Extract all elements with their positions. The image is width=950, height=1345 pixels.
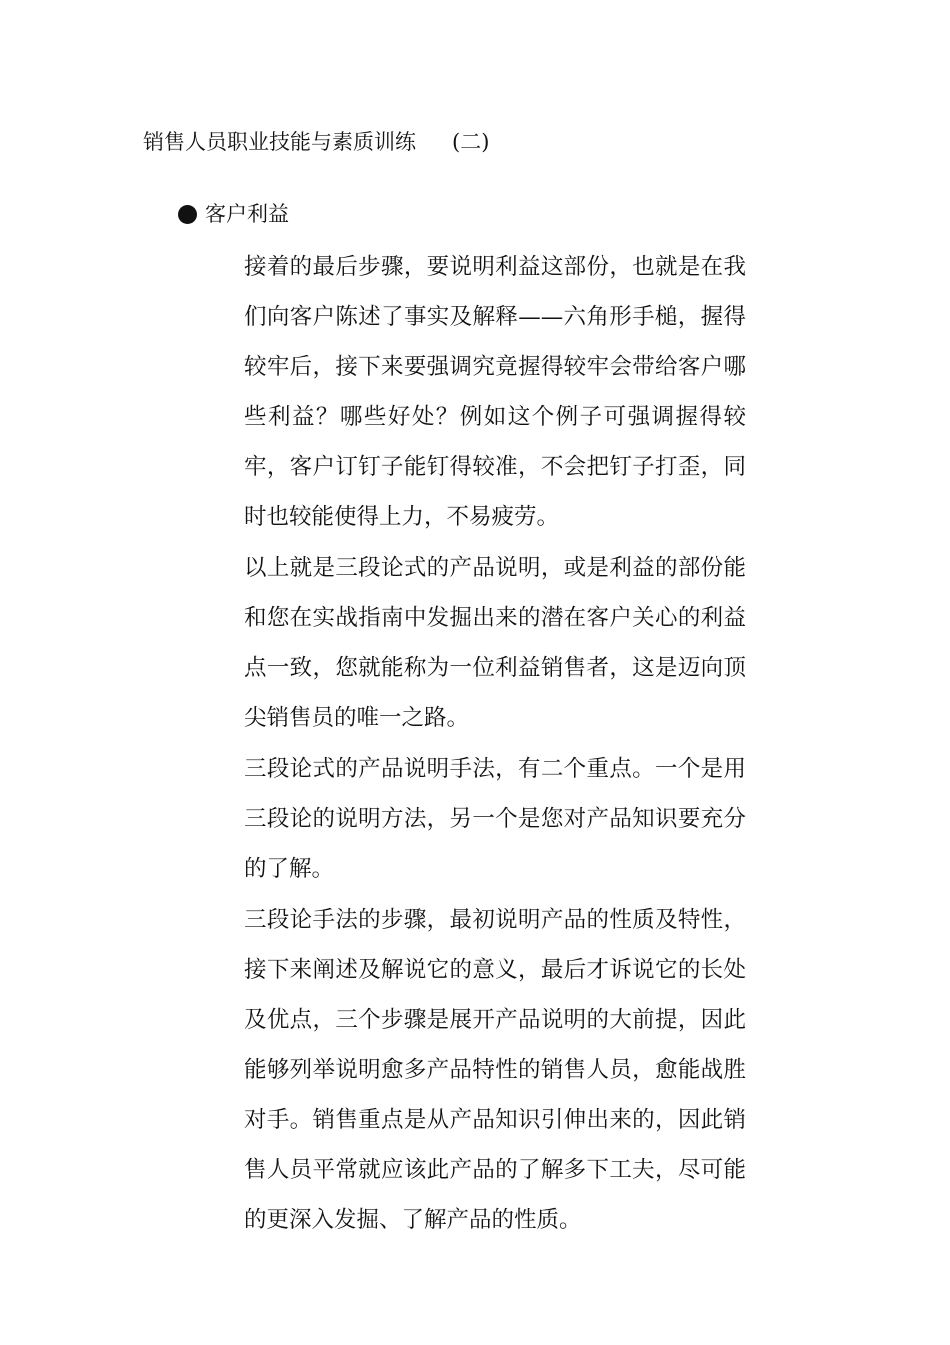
paragraph-1: 接着的最后步骤，要说明利益这部份，也就是在我们向客户陈述了事实及解释——六角形手槌，握得较牢后，接下来要强调究竟握得较牢会带给客户哪些利益？哪些好处？例如这个例子可强调握得较牢，客户订钉子能钉得较准，不会把钉子打歪，同时也较能使得上力，不易疲劳。 (244, 254, 746, 530)
document-title (143, 126, 489, 158)
title-text: 销售人员职业技能与素质训练 (143, 130, 416, 154)
section-heading-text: 客户利益 (205, 202, 289, 226)
paragraph-2: 以上就是三段论式的产品说明，或是利益的部份能和您在实战指南中发掘出来的潜在客户关心的利益点一致，您就能称为一位利益销售者，这是迈向顶尖销售员的唯一之路。 (244, 555, 746, 731)
paragraph-4: 三段论手法的步骤，最初说明产品的性质及特性，接下来阐述及解说它的意义，最后才诉说它的长处及优点，三个步骤是展开产品说明的大前提，因此能够列举说明愈多产品特性的销售人员，愈能战胜对手。销售重点是从产品知识引伸出来的，因此销售人员平常就应该此产品的了解多下工夫，尽可能的更深入发掘、了解产品的性质。 (244, 907, 746, 1233)
title-suffix: (二) (452, 130, 490, 154)
section-heading (178, 198, 289, 230)
paragraph-3: 三段论式的产品说明手法，有二个重点。一个是用三段论的说明方法，另一个是您对产品知识要充分的了解。 (244, 756, 746, 882)
filled-circle-icon (178, 205, 197, 224)
body-text (244, 242, 746, 1246)
